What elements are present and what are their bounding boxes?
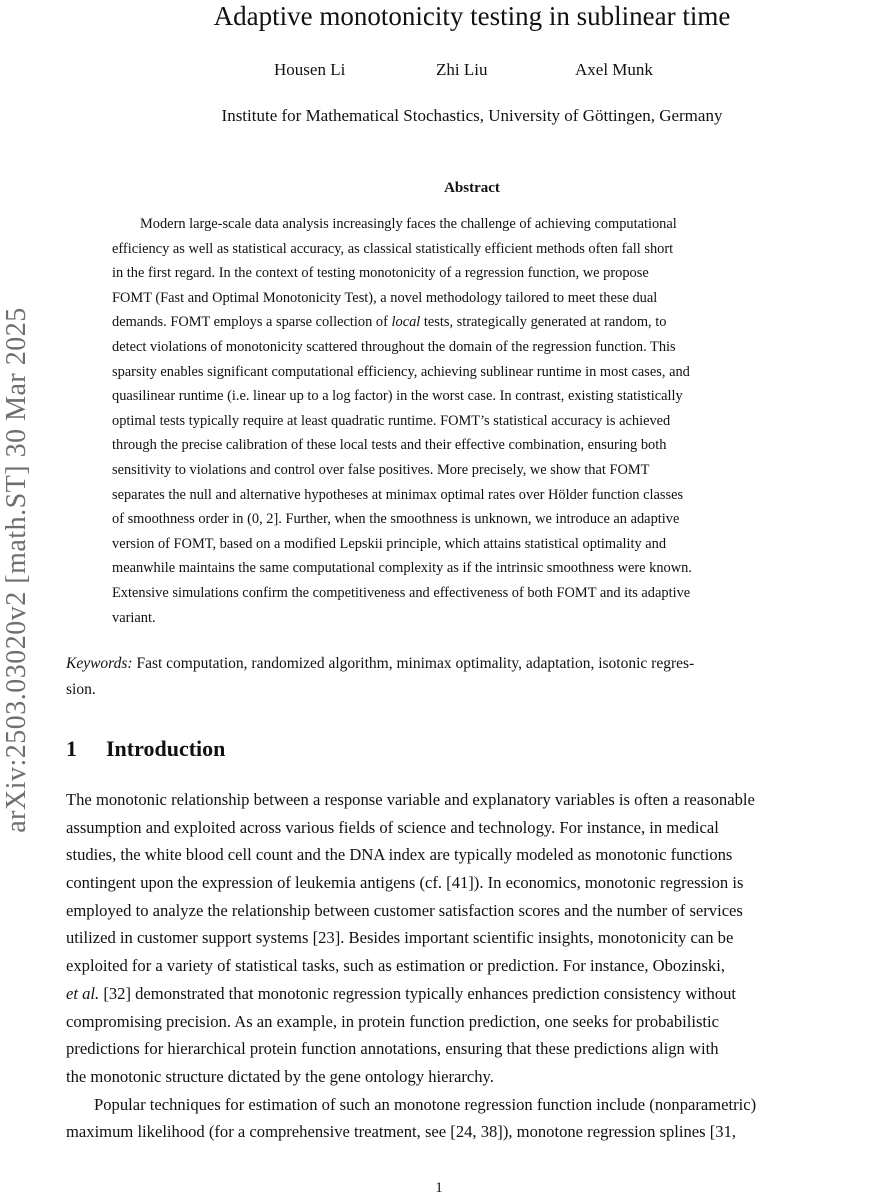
abstract-line: version of FOMT, based on a modified Lepskii principle, which attains statistical optimality and [112,535,667,552]
abstract-line: Extensive simulations confirm the competitiveness and effectiveness of both FOMT and its adaptive [112,584,691,601]
body-line: exploited for a variety of statistical tasks, such as estimation or prediction. For instance, Obozinski, [66,956,725,976]
abstract-line: separates the null and alternative hypotheses at minimax optimal rates over Hölder function classes [112,486,684,503]
author-1: Housen Li [274,60,346,79]
abstract-line-text: tests, strategically generated at random, to [420,314,667,331]
abstract-line: Modern large-scale data analysis increasingly faces the challenge of achieving computational [140,216,677,232]
body-text [66,786,878,1146]
keywords [66,651,878,703]
author-2: Zhi Liu [436,60,488,79]
abstract-line: efficiency as well as statistical accuracy, as classical statistically efficient methods often fall short [112,240,674,257]
abstract-line: meanwhile maintains the same computational complexity as if the intrinsic smoothness were known. [112,560,692,577]
abstract-emphasis: local [391,314,421,331]
abstract-line: detect violations of monotonicity scattered throughout the domain of the regression function. This [112,338,676,355]
abstract-line: sparsity enables significant computational efficiency, achieving sublinear runtime in most cases, and [112,363,690,380]
abstract-line: FOMT (Fast and Optimal Monotonicity Test), a novel methodology tailored to meet these dual [112,289,658,306]
page-number: 1 [435,1180,443,1196]
abstract-line: through the precise calibration of these local tests and their effective combination, ensuring both [112,437,667,454]
keywords-text: Fast computation, randomized algorithm, minimax optimality, adaptation, isotonic regres- [132,655,695,672]
body-line: contingent upon the expression of leukemia antigens (cf. [41]). In economics, monotonic regression is [66,873,744,893]
body-line [66,980,878,1008]
body-line: The monotonic relationship between a response variable and explanatory variables is often a reasonable [66,790,755,809]
arxiv-stamp-text: arXiv:2503.03020v2 [math.ST] 30 Mar 2025 [1,307,32,833]
abstract-line: variant. [112,609,156,626]
body-line: studies, the white blood cell count and the DNA index are typically modeled as monotonic functions [66,845,733,865]
abstract-line: quasilinear runtime (i.e. linear up to a log factor) in the worst case. In contrast, existing statistically [112,388,683,405]
body-line: the monotonic structure dictated by the gene ontology hierarchy. [66,1066,494,1086]
author-list [0,60,878,84]
body-line: maximum likelihood (for a comprehensive treatment, see [24, 38]), monotone regression splines [31, [66,1122,737,1142]
author-3: Axel Munk [575,60,653,79]
body-line: assumption and exploited across various fields of science and technology. For instance, in medical [66,817,719,837]
paper-title: Adaptive monotonicity testing in sublinear time [213,1,731,31]
keywords-line [66,651,878,677]
body-line-text: [32] demonstrated that monotonic regression typically enhances prediction consistency without [99,983,737,1003]
abstract-heading: Abstract [444,180,500,196]
body-line: employed to analyze the relationship between customer satisfaction scores and the number of services [66,900,743,920]
abstract-line: of smoothness order in (0, 2]. Further, when the smoothness is unknown, we introduce an adaptive [112,511,680,528]
arxiv-stamp [0,250,34,890]
section-title: Introduction [106,736,226,761]
abstract-line [112,310,832,335]
section-number: 1 [66,736,77,761]
abstract-line: optimal tests typically require at least quadratic runtime. FOMT’s statistical accuracy is achieved [112,412,671,429]
section-heading [66,736,225,762]
body-line: compromising precision. As an example, in protein function prediction, one seeks for probabilistic [66,1011,719,1031]
abstract-body [112,212,832,630]
keywords-line: sion. [66,681,96,698]
body-emphasis: et al. [66,983,100,1003]
abstract-line-text: demands. FOMT employs a sparse collection of [112,314,392,331]
affiliation: Institute for Mathematical Stochastics, University of Göttingen, Germany [221,106,723,125]
body-line: predictions for hierarchical protein function annotations, ensuring that these predictions align with [66,1039,719,1059]
abstract-line: in the first regard. In the context of testing monotonicity of a regression function, we propose [112,265,649,282]
keywords-label: Keywords: [66,655,133,672]
body-line: utilized in customer support systems [23]. Besides important scientific insights, monotonicity can be [66,928,734,948]
body-line: Popular techniques for estimation of such an monotone regression function include (nonparametric) [94,1094,757,1114]
abstract-line: sensitivity to violations and control over false positives. More precisely, we show that FOMT [112,461,650,478]
